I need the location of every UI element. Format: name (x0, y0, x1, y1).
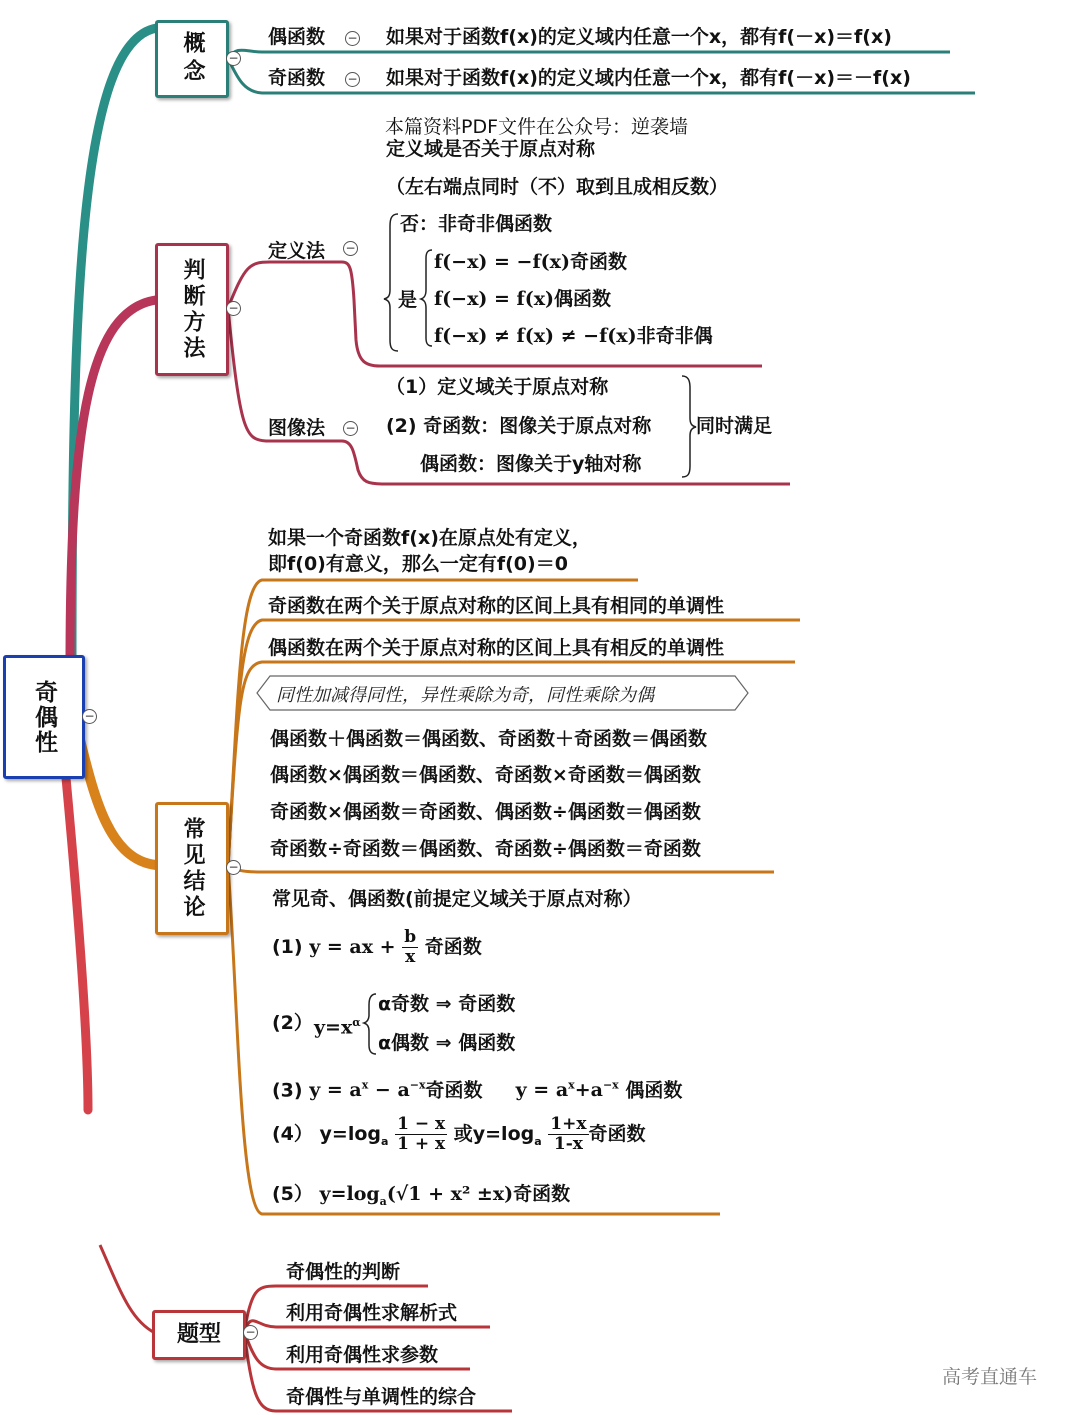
conclusion-1-line2: 即f(0)有意义，那么一定有f(0)＝0 (268, 553, 568, 575)
formula-2-expr: $y=x^\alpha$ (314, 1016, 361, 1039)
types-node[interactable] (152, 1310, 246, 1360)
concept-label: 概念 (180, 31, 205, 87)
collapse-icon[interactable]: − (343, 241, 358, 256)
formula-2-index: (2） (272, 1012, 313, 1034)
def-header-1: 定义域是否关于原点对称 (386, 138, 596, 160)
op-rule-1: 偶函数＋偶函数＝偶函数、奇函数＋奇函数＝偶函数 (270, 728, 708, 750)
collapse-icon[interactable]: − (226, 860, 241, 875)
concept-odd-name: 奇函数 (268, 67, 326, 89)
type-item-4: 奇偶性与单调性的综合 (286, 1386, 477, 1408)
formula-1-fraction: $\frac{b}{x}$ (404, 927, 417, 967)
common-functions-title: 常见奇、偶函数(前提定义域关于原点对称） (272, 888, 642, 910)
formula-3: (3) $y = a^x - a^{-x}$奇函数 $y = a^x+a^{-x}$ 偶函数 (272, 1079, 683, 1102)
concept-node[interactable] (155, 20, 229, 98)
graph-line-3: 偶函数：图像关于y轴对称 (420, 453, 642, 475)
graph-method-label: 图像法 (268, 417, 326, 439)
root-label: 奇偶性 (31, 679, 57, 755)
graph-both: 同时满足 (696, 415, 773, 437)
judge-node[interactable] (155, 243, 229, 376)
formula-1: (1) y = ax + $\frac{b}{x}$ 奇函数 (272, 927, 482, 967)
formula-2-case-a: α奇数 ⇒ 奇函数 (378, 993, 516, 1015)
collapse-icon[interactable]: − (226, 301, 241, 316)
def-header-2: （左右端点同时（不）取到且成相反数） (386, 176, 729, 198)
collapse-icon[interactable]: − (226, 51, 241, 66)
conclusion-1-line1: 如果一个奇函数f(x)在原点处有定义， (268, 527, 591, 549)
op-rule-2: 偶函数×偶函数＝偶函数、奇函数×奇函数＝偶函数 (270, 764, 701, 786)
formula-4-fraction-1: $\frac{1 - x}{1 + x}$ (397, 1114, 446, 1154)
handwritten-note: 同性加减得同性，异性乘除为奇，同性乘除为偶 (276, 685, 654, 706)
notice-text: 本篇资料PDF文件在公众号：逆袭墙 (385, 116, 689, 138)
concept-even-name: 偶函数 (268, 26, 326, 48)
def-method-no: 否：非奇非偶函数 (400, 213, 553, 235)
def-yes-item-2: f(−x) = f(x)偶函数 (434, 288, 612, 310)
type-item-1: 奇偶性的判断 (286, 1261, 401, 1283)
collapse-icon[interactable]: − (82, 709, 97, 724)
concept-odd-text: 如果对于函数f(x)的定义域内任意一个x，都有f(－x)＝－f(x) (386, 67, 911, 89)
type-item-3: 利用奇偶性求参数 (286, 1344, 439, 1366)
types-label: 题型 (176, 1322, 221, 1347)
graph-line-1: （1）定义域关于原点对称 (386, 376, 609, 398)
collapse-icon[interactable]: − (345, 31, 360, 46)
type-item-2: 利用奇偶性求解析式 (286, 1302, 458, 1324)
formula-4-fraction-2: $\frac{1+x}{1-x}$ (550, 1114, 587, 1154)
formula-4: (4） $y=\log_a$ $\frac{1 - x}{1 + x}$ 或$y=\log_a$ $\frac{1+x}{1-x}$ 奇函数 (272, 1114, 646, 1154)
collapse-icon[interactable]: − (345, 72, 360, 87)
watermark: 高考直通车 (942, 1366, 1038, 1388)
def-method-yes: 是 (398, 289, 418, 311)
root-node[interactable] (3, 655, 85, 779)
def-yes-item-3: f(−x) ≠ f(x) ≠ −f(x)非奇非偶 (434, 325, 713, 347)
conclusions-label: 常见结论 (180, 816, 205, 921)
conclusions-node[interactable] (155, 802, 229, 935)
formula-2-case-b: α偶数 ⇒ 偶函数 (378, 1032, 516, 1054)
conclusion-2: 奇函数在两个关于原点对称的区间上具有相同的单调性 (268, 595, 725, 617)
conclusion-3: 偶函数在两个关于原点对称的区间上具有相反的单调性 (268, 637, 725, 659)
collapse-icon[interactable]: − (343, 421, 358, 436)
graph-line-2: (2) 奇函数：图像关于原点对称 (386, 415, 652, 437)
op-rule-3: 奇函数×偶函数＝奇函数、偶函数÷偶函数＝偶函数 (270, 801, 701, 823)
concept-even-text: 如果对于函数f(x)的定义域内任意一个x，都有f(－x)＝f(x) (386, 26, 892, 48)
formula-5: (5） $y=\log_a(√1 + x^2 \pm x)$奇函数 (272, 1183, 571, 1208)
collapse-icon[interactable]: − (243, 1325, 258, 1340)
def-method-label: 定义法 (268, 240, 326, 262)
op-rule-4: 奇函数÷奇函数＝偶函数、奇函数÷偶函数＝奇函数 (270, 838, 701, 860)
def-yes-item-1: f(−x) = −f(x)奇函数 (434, 251, 627, 273)
judge-label: 判断方法 (180, 257, 205, 362)
